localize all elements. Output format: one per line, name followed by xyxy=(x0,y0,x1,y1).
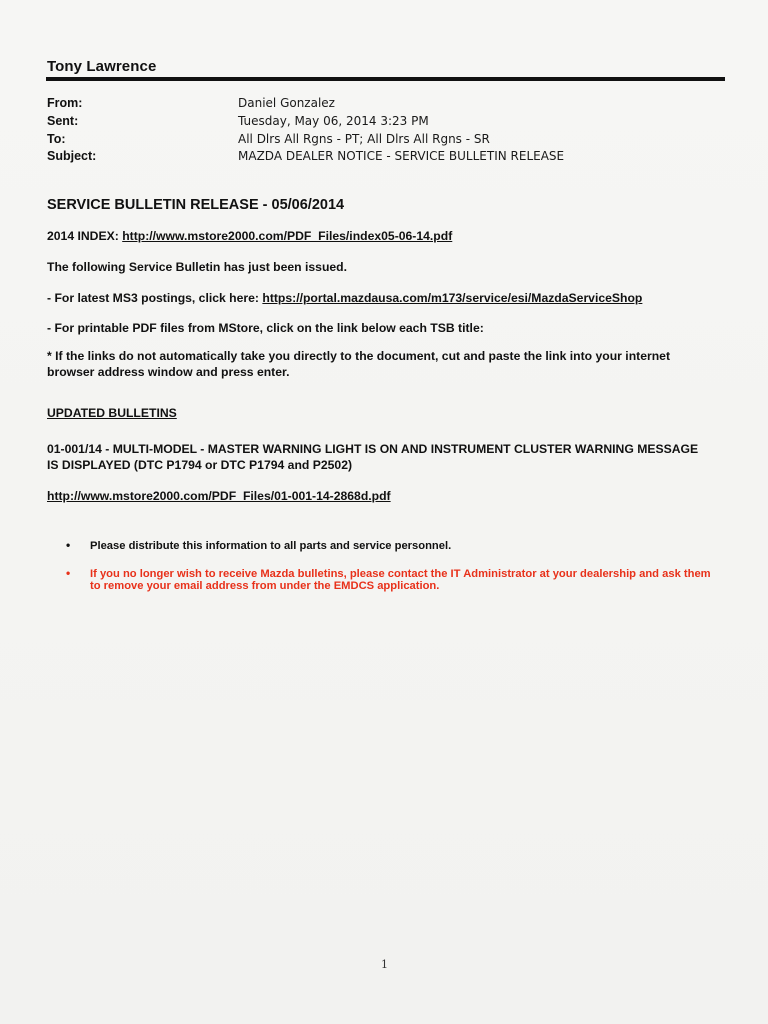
bullet-unsubscribe-text-line-2: to remove your email address from under the EMDCS application. xyxy=(90,580,440,592)
to-label: To: xyxy=(47,132,66,146)
bulletin-title: SERVICE BULLETIN RELEASE - 05/06/2014 xyxy=(47,197,345,213)
index-line xyxy=(47,229,452,243)
link-note-line-2: browser address window and press enter. xyxy=(47,365,290,379)
index-prefix: 2014 INDEX: xyxy=(47,229,123,243)
header-rule xyxy=(46,77,725,81)
sent-value: Tuesday, May 06, 2014 3:23 PM xyxy=(238,114,429,128)
page-number: 1 xyxy=(381,958,388,971)
bullet-dot-icon: • xyxy=(66,566,71,580)
bullet-dot-icon: • xyxy=(66,538,71,552)
ms3-prefix: - For latest MS3 postings, click here: xyxy=(47,291,263,305)
bullet-unsubscribe-text-line-1: If you no longer wish to receive Mazda bulletins, please contact the IT Administrator at your dealership and ask them xyxy=(90,568,711,580)
tsb-title-line-2: IS DISPLAYED (DTC P1794 or DTC P1794 and P2502) xyxy=(47,458,353,472)
subject-label: Subject: xyxy=(47,149,97,163)
updated-bulletins-heading: UPDATED BULLETINS xyxy=(47,406,177,420)
tsb-title-line-1: 01-001/14 - MULTI-MODEL - MASTER WARNING LIGHT IS ON AND INSTRUMENT CLUSTER WARNING MESSAGE xyxy=(47,442,699,456)
pdf-instructions: - For printable PDF files from MStore, click on the link below each TSB title: xyxy=(47,321,484,335)
subject-value: MAZDA DEALER NOTICE - SERVICE BULLETIN RELEASE xyxy=(238,149,565,163)
ms3-line xyxy=(47,291,642,305)
tsb-pdf-link[interactable]: http://www.mstore2000.com/PDF_Files/01-001-14-2868d.pdf xyxy=(47,489,391,503)
index-link[interactable]: http://www.mstore2000.com/PDF_Files/index05-06-14.pdf xyxy=(122,229,453,243)
ms3-link[interactable]: https://portal.mazdausa.com/m173/service/esi/MazdaServiceShop xyxy=(262,291,643,305)
issued-text: The following Service Bulletin has just been issued. xyxy=(47,260,348,274)
bullet-unsubscribe xyxy=(66,566,711,580)
mailbox-owner-name: Tony Lawrence xyxy=(47,58,157,75)
link-note-line-1: * If the links do not automatically take you directly to the document, cut and paste the link into your internet xyxy=(47,349,671,363)
from-label: From: xyxy=(47,96,83,110)
to-value: All Dlrs All Rgns - PT; All Dlrs All Rgns - SR xyxy=(238,132,490,146)
sent-label: Sent: xyxy=(47,114,79,128)
from-value: Daniel Gonzalez xyxy=(238,96,335,110)
tsb-link-line xyxy=(47,489,391,503)
bullet-distribute-text: Please distribute this information to all parts and service personnel. xyxy=(90,540,452,552)
bullet-distribute xyxy=(66,538,451,552)
